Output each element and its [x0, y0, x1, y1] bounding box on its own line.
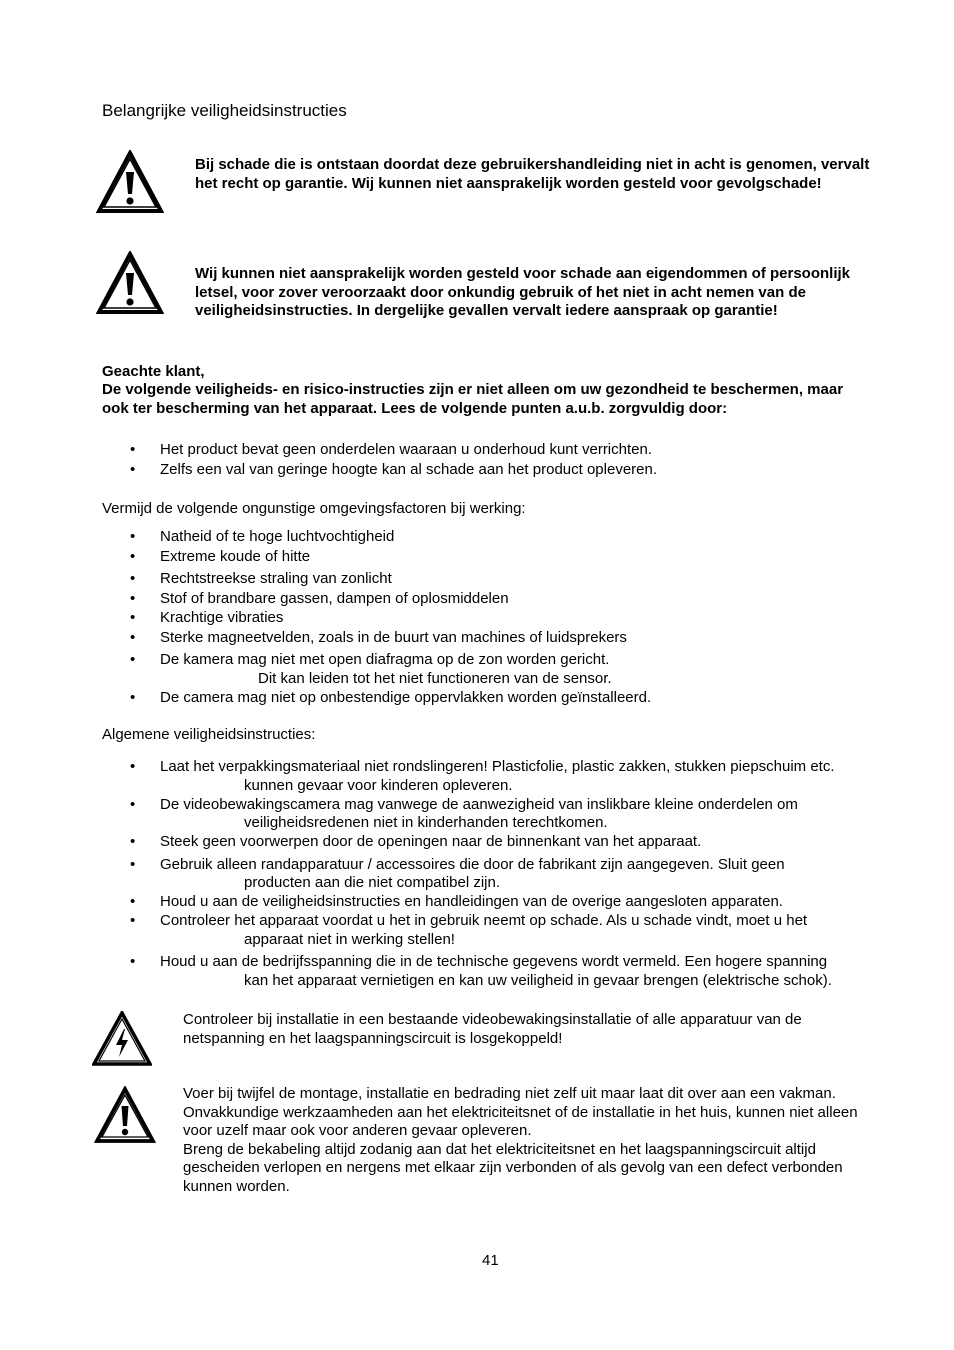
page-title: Belangrijke veiligheidsinstructies	[102, 101, 347, 120]
list-item-text: Houd u aan de bedrijfsspanning die in de technische gegevens wordt vermeld. Een hogere spanning	[160, 953, 828, 970]
list-item: • Het product bevat geen onderdelen waaraan u onderhoud kunt verrichten.	[102, 441, 892, 460]
list-item: • De camera mag niet op onbestendige oppervlakken worden geïnstalleerd.	[102, 689, 892, 708]
list-item-text: De kamera mag niet met open diafragma op de zon worden gericht.	[160, 651, 610, 668]
list-item-continuation: Dit kan leiden tot het niet functioneren van de sensor.	[258, 669, 612, 687]
list-item: • Rechtstreekse straling van zonlicht	[102, 570, 892, 589]
list-item	[102, 651, 892, 688]
list-item-continuation: kunnen gevaar voor kinderen opleveren.	[244, 776, 513, 794]
list-item: • Krachtige vibraties	[102, 609, 892, 628]
list-item-continuation: producten aan die niet compatibel zijn.	[244, 874, 500, 891]
list-item-text: Laat het verpakkingsmateriaal niet rondslingeren! Plasticfolie, plastic zakken, stukken piepschuim etc.	[160, 758, 835, 775]
warning-liability-text: Wij kunnen niet aansprakelijk worden gesteld voor schade aan eigendommen of persoonlijk letsel, voor zover veroorzaakt door onkundig gebruik of het niet in acht nemen van de veiligheidsinstructies. In dergelijke gevallen vervalt iedere aanspraak op garantie!	[195, 265, 851, 319]
list-item	[102, 893, 902, 912]
general-heading: Algemene veiligheidsinstructies:	[102, 726, 316, 743]
list-item-text: Gebruik alleen randapparatuur / accessoires die door de fabrikant zijn aangegeven. Sluit geen	[160, 855, 785, 873]
list-item-text: De videobewakingscamera mag vanwege de aanwezigheid van inslikbare kleine onderdelen om	[160, 795, 798, 813]
warning-triangle-icon	[94, 1086, 156, 1144]
product-notes-list	[102, 441, 892, 480]
list-item	[102, 856, 902, 893]
list-item: • Zelfs een val van geringe hoogte kan al schade aan het product opleveren.	[102, 461, 892, 480]
list-item	[102, 796, 902, 833]
list-item-text: Steek geen voorwerpen door de openingen naar de binnenkant van het apparaat.	[160, 833, 702, 850]
list-item: • Sterke magneetvelden, zoals in de buurt van machines of luidsprekers	[102, 629, 892, 648]
list-item-continuation: apparaat niet in werking stellen!	[244, 930, 455, 948]
list-item-continuation: veiligheidsredenen niet in kinderhanden terechtkomen.	[244, 814, 608, 831]
list-item-text: Houd u aan de veiligheidsinstructies en handleidingen van de overige aangesloten apparaten.	[160, 893, 783, 910]
environment-list	[102, 528, 892, 708]
list-item	[102, 758, 902, 795]
general-list	[102, 758, 902, 990]
professional-note-paragraph-1: Voer bij twijfel de montage, installatie en bedrading niet zelf uit maar laat dit over aan een vakman. Onvakkundige werkzaamheden aan het elektriciteitsnet of de installatie in het huis, kunnen niet alleen voor uzelf maar ook voor anderen gevaar opleveren.	[183, 1085, 858, 1139]
professional-note-text	[183, 1085, 873, 1196]
environment-heading: Vermijd de volgende ongunstige omgevingsfactoren bij werking:	[102, 500, 526, 517]
list-item: • Natheid of te hoge luchtvochtigheid	[102, 528, 892, 547]
page-number: 41	[482, 1252, 499, 1269]
list-item: • Stof of brandbare gassen, dampen of oplosmiddelen	[102, 590, 892, 609]
warning-triangle-icon	[96, 150, 164, 214]
intro-text: De volgende veiligheids- en risico-instructies zijn er niet alleen om uw gezondheid te beschermen, maar ook ter bescherming van het apparaat. Lees de volgende punten a.u.b. zorgvuldig door:	[102, 381, 844, 417]
high-voltage-icon	[92, 1011, 152, 1067]
list-item	[102, 912, 902, 949]
electrical-note-text: Controleer bij installatie in een bestaande videobewakingsinstallatie of alle apparatuur van de netspanning en het laagspanningscircuit is losgekoppeld!	[183, 1011, 802, 1047]
professional-note-paragraph-2: Breng de bekabeling altijd zodanig aan dat het elektriciteitsnet en het laagspanningscircuit altijd gescheiden verlopen en nergens met elkaar zijn verbonden of als gevolg van een defect verbonden kunnen worden.	[183, 1140, 843, 1195]
salutation: Geachte klant,	[102, 363, 205, 380]
list-item-text: Controleer het apparaat voordat u het in gebruik neemt op schade. Als u schade vindt, moet u het	[160, 912, 808, 929]
list-item	[102, 833, 902, 852]
warning-triangle-icon	[96, 251, 164, 315]
list-item	[102, 953, 902, 990]
list-item-continuation: kan het apparaat vernietigen en kan uw veiligheid in gevaar brengen (elektrische schok).	[244, 971, 832, 989]
warning-guarantee-text: Bij schade die is ontstaan doordat deze gebruikershandleiding niet in acht is genomen, vervalt het recht op garantie. Wij kunnen niet aansprakelijk worden gesteld voor gevolgschade!	[195, 156, 870, 192]
list-item: • Extreme koude of hitte	[102, 548, 892, 567]
